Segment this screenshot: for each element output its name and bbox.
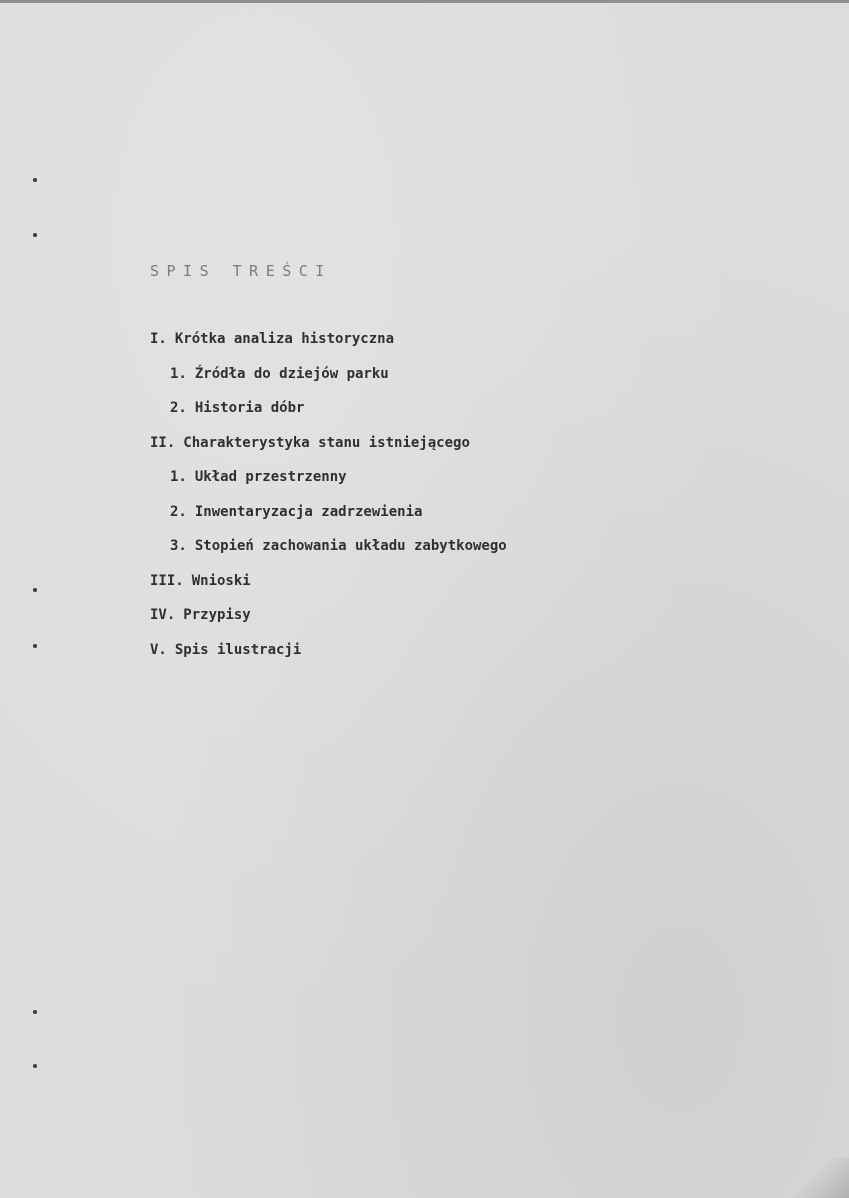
toc-entry-text: Stopień zachowania układu zabytkowego <box>194 538 507 554</box>
toc-entry-text: Przypisy <box>183 607 251 623</box>
table-of-contents <box>150 322 507 667</box>
toc-entry-number: I. <box>150 331 167 347</box>
toc-entry <box>150 357 507 392</box>
toc-entry-number: 1. <box>170 469 187 485</box>
toc-entry-number: 2. <box>170 503 187 520</box>
toc-entry <box>150 564 507 599</box>
toc-entry <box>150 598 507 633</box>
page-top-edge <box>0 0 849 3</box>
toc-entry-text: Historia dóbr <box>194 400 305 416</box>
toc-entry <box>150 460 507 495</box>
punch-hole-mark <box>33 178 37 182</box>
page-title: SPIS TREŚCI <box>150 262 332 280</box>
toc-entry <box>150 529 507 564</box>
toc-entry-text: Inwentaryzacja zadrzewienia <box>194 503 423 520</box>
toc-entry-text: Układ przestrzenny <box>194 469 347 485</box>
toc-entry-number: 2. <box>170 400 187 416</box>
toc-entry-text: Wnioski <box>191 572 251 589</box>
punch-hole-mark <box>33 588 37 592</box>
toc-entry-number: III. <box>150 572 184 589</box>
toc-entry-text: Źródła do dziejów parku <box>194 365 389 382</box>
punch-hole-mark <box>33 1064 37 1068</box>
toc-entry <box>150 322 507 357</box>
toc-entry-text: Krótka analiza historyczna <box>174 331 395 347</box>
punch-hole-mark <box>33 1010 37 1014</box>
page-corner-shadow <box>789 1158 849 1198</box>
toc-entry-number: V. <box>150 641 167 658</box>
toc-entry-number: 3. <box>170 538 187 554</box>
toc-entry <box>150 495 507 530</box>
toc-entry-text: Charakterystyka stanu istniejącego <box>183 434 470 451</box>
punch-hole-mark <box>33 644 37 648</box>
punch-hole-mark <box>33 233 37 237</box>
toc-entry <box>150 633 507 668</box>
toc-entry-number: IV. <box>150 607 176 623</box>
toc-entry-text: Spis ilustracji <box>174 641 302 658</box>
toc-entry-number: II. <box>150 434 176 451</box>
toc-entry <box>150 391 507 426</box>
toc-entry <box>150 426 507 461</box>
toc-entry-number: 1. <box>170 365 187 382</box>
